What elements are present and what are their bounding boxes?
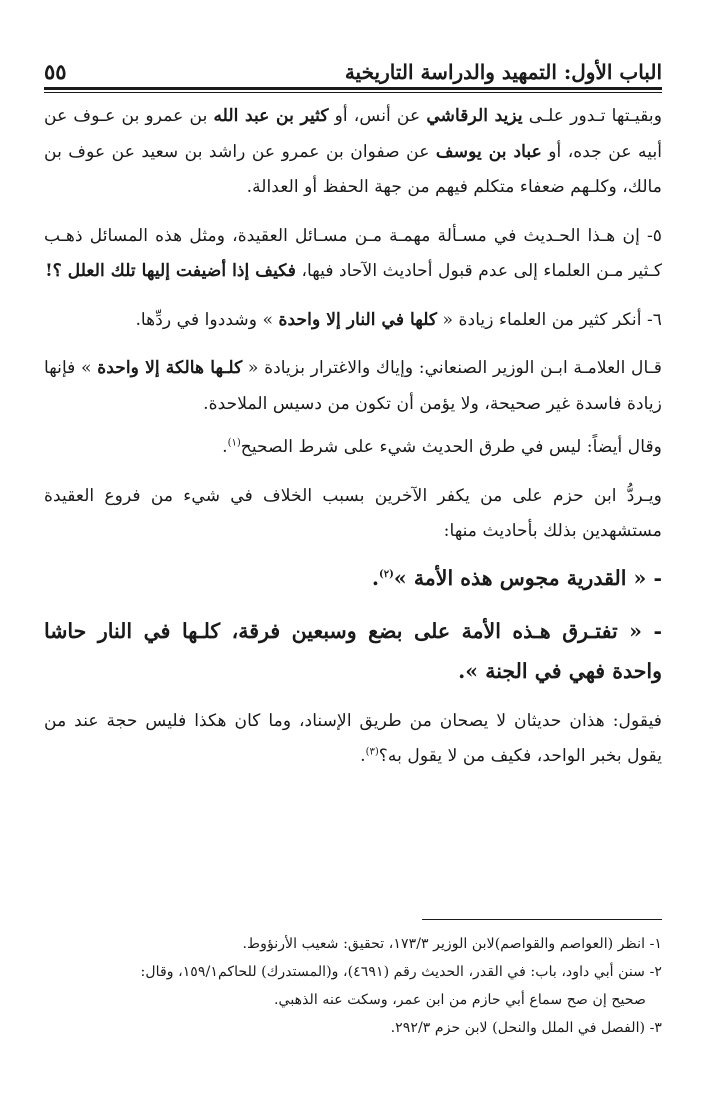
- quote-iftiraq: [44, 611, 662, 691]
- text-run: فيقول: هذان حديثان لا يصحان من طريق الإسناد، وما كان هكذا فليس حجة عند من يقول بخبر الواحد، فكيف من لا يقول به؟: [44, 710, 662, 766]
- paragraph-point-6: [44, 303, 662, 339]
- paragraph-also-said: [44, 430, 662, 466]
- header-rule-thick: [44, 87, 662, 90]
- text-run: » وشددوا في ردِّها.: [135, 309, 279, 330]
- text-run: .: [360, 746, 366, 766]
- text-run: بن عمرو بن عـوف عن أبيه عن جده، أو: [44, 106, 663, 162]
- footnote-3: ٣- (الفصل في الملل والنحل) لابن حزم ٢٩٢/٣.: [390, 1020, 662, 1036]
- narrator-name: يزيد الرقاشي: [426, 106, 523, 126]
- footnote-ref[interactable]: (٢): [379, 568, 394, 580]
- paragraph-narrators: [44, 99, 662, 206]
- header-rule-thin: [44, 92, 662, 93]
- page-number: ٥٥: [44, 59, 67, 84]
- footnote-separator: [422, 919, 662, 920]
- paragraph-point-5: [44, 219, 662, 290]
- text-run: »: [393, 565, 414, 590]
- paragraph-conclusion: [44, 704, 662, 775]
- narrator-name: كثير بن عبد الله: [213, 106, 329, 126]
- text-run: قـال العلامـة ابـن الوزير الصنعاني: وإياك والاغترار بزيادة «: [242, 358, 662, 378]
- emphasis-text: فكيف إذا أضيفت إليها تلك العلل ؟!: [45, 261, 296, 281]
- footnote-1: ١- انظر (العواصم والقواصم)لابن الوزير ١٧٣/٣، تحقيق: شعيب الأرنؤوط.: [242, 936, 662, 952]
- footnote-ref[interactable]: (١): [227, 437, 241, 449]
- footnote-2-continued: صحيح إن صح سماع أبي حازم من ابن عمر، وسكت عنه الذهبي.: [274, 992, 646, 1008]
- text-run: ».: [458, 658, 486, 683]
- text-run: - «: [617, 618, 662, 643]
- text-run: وقال أيضاً: ليس في طرق الحديث شيء على شرط الصحيح: [240, 437, 662, 457]
- hadith-quote: كلها في النار إلا واحدة: [278, 309, 438, 330]
- page: [44, 50, 662, 1095]
- text-run: عن صفوان بن عمرو عن راشد بن سعيد عن عوف بن مالك، وكلـهم ضعفاء متكلم فيهم من جهة الحفظ أو العدالة.: [44, 141, 662, 197]
- hadith-quote: القدرية مجوس هذه الأمة: [413, 565, 627, 590]
- text-run: وبقيـتها تـدور علـى: [522, 106, 663, 126]
- text-run: ويـردُّ ابن حزم على من يكفر الآخرين بسبب الخلاف في شيء من فروع العقيدة مستشهدين بذلك بأحاديث منها:: [44, 485, 662, 541]
- text-run: ٦- أنكر كثير من العلماء زيادة «: [437, 309, 662, 330]
- text-run: .: [371, 565, 380, 590]
- running-header: [44, 50, 662, 84]
- chapter-title: الباب الأول: التمهيد والدراسة التاريخية: [344, 60, 662, 84]
- text-run: ٥- إن هـذا الحـديث في مسـألة مهمـة مـن مسـائل العقيدة، ومثل هذه المسائل ذهـب كـثير مـن العلماء إلى عدم قبول أحاديث الآحاد فيها،: [44, 225, 662, 281]
- text-run: - «: [626, 565, 662, 590]
- quote-qadariyya: [44, 558, 662, 598]
- hadith-quote: تفتـرق هـذه الأمة على بضع وسبعين فرقة، كلـها في النار حاشا واحدة فهي في الجنة: [44, 618, 662, 683]
- footnotes: [44, 930, 662, 1042]
- paragraph-ibn-wazir: [44, 351, 662, 422]
- text-run: عن أنس، أو: [328, 106, 427, 126]
- text-run: » فإنها زيادة فاسدة غير صحيحة، ولا يؤمن أن تكون من دسيس الملاحدة.: [44, 358, 662, 414]
- paragraph-ibn-hazm: [44, 479, 662, 550]
- footnote-2: ٢- سنن أبي داود، باب: في القدر، الحديث رقم (٤٦٩١)، و(المستدرك) للحاكم١٥٩/١، وقال:: [140, 964, 662, 980]
- text-run: .: [222, 437, 228, 457]
- main-text: [44, 99, 662, 775]
- narrator-name: عباد بن يوسف: [435, 141, 542, 162]
- footnote-ref[interactable]: (٣): [365, 746, 379, 758]
- hadith-quote: كلـها هالكة إلا واحدة: [97, 358, 243, 378]
